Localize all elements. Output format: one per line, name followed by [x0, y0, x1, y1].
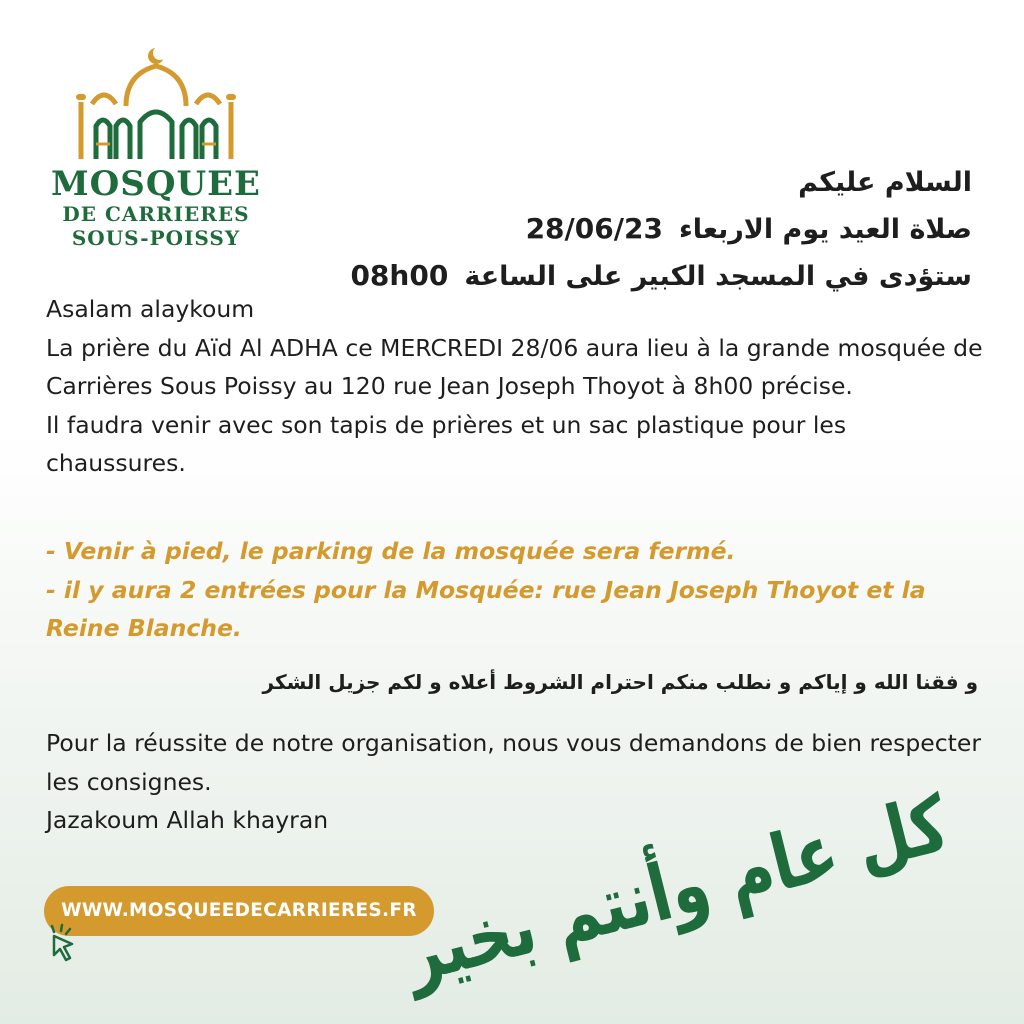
french-announcement: [46, 290, 986, 483]
eid-greeting-calligraphy: [395, 777, 960, 1001]
closing-request: Pour la réussite de notre organisation, nous vous demandons de bien respecter les consignes.: [46, 729, 981, 796]
mosque-dome-icon: [66, 44, 246, 162]
note-parking: - Venir à pied, le parking de la mosquée sera fermé.: [46, 537, 736, 565]
website-link-button[interactable]: WWW.MOSQUEEDECARRIERES.FR: [44, 886, 434, 936]
arabic-closing: و فقنا الله و إياكم و نطلب منكم احترام الشروط أعلاه و لكم جزيل الشكر: [262, 670, 978, 694]
french-paragraph-prayer: La prière du Aïd Al ADHA ce MERCREDI 28/06 aura lieu à la grande mosquée de Carrières Sous Poissy au 120 rue Jean Joseph Thoyot à 8h00 précise.: [46, 333, 983, 400]
arabic-time-text: ستؤدى في المسجد الكبير على الساعة: [464, 261, 972, 292]
arabic-greeting: السلام عليكم: [798, 167, 972, 198]
mosque-logo: [42, 44, 270, 250]
arabic-date-value: 28/06/23: [525, 212, 663, 245]
arabic-time-value: 08h00: [350, 259, 449, 292]
cursor-click-icon: [46, 922, 86, 966]
arabic-announcement: [312, 160, 972, 300]
notes-block: [46, 532, 986, 648]
logo-subtitle-line1: DE CARRIERES: [62, 202, 250, 226]
french-paragraph-items: Il faudra venir avec son tapis de prières et un sac plastique pour les chaussures.: [46, 410, 847, 477]
closing-thanks: Jazakoum Allah khayran: [46, 806, 329, 834]
logo-title: MOSQUEE: [51, 164, 261, 204]
calligraphy-text: كل عام وأنتم بخير: [395, 777, 957, 1001]
arabic-date-text: صلاة العيد يوم الاربعاء: [678, 214, 972, 245]
arabic-date-line: [312, 206, 972, 253]
logo-subtitle-line2: SOUS-POISSY: [71, 226, 241, 250]
note-entrances: - il y aura 2 entrées pour la Mosquée: rue Jean Joseph Thoyot et la Reine Blanche.: [46, 575, 926, 642]
french-greeting: Asalam alaykoum: [46, 295, 255, 323]
